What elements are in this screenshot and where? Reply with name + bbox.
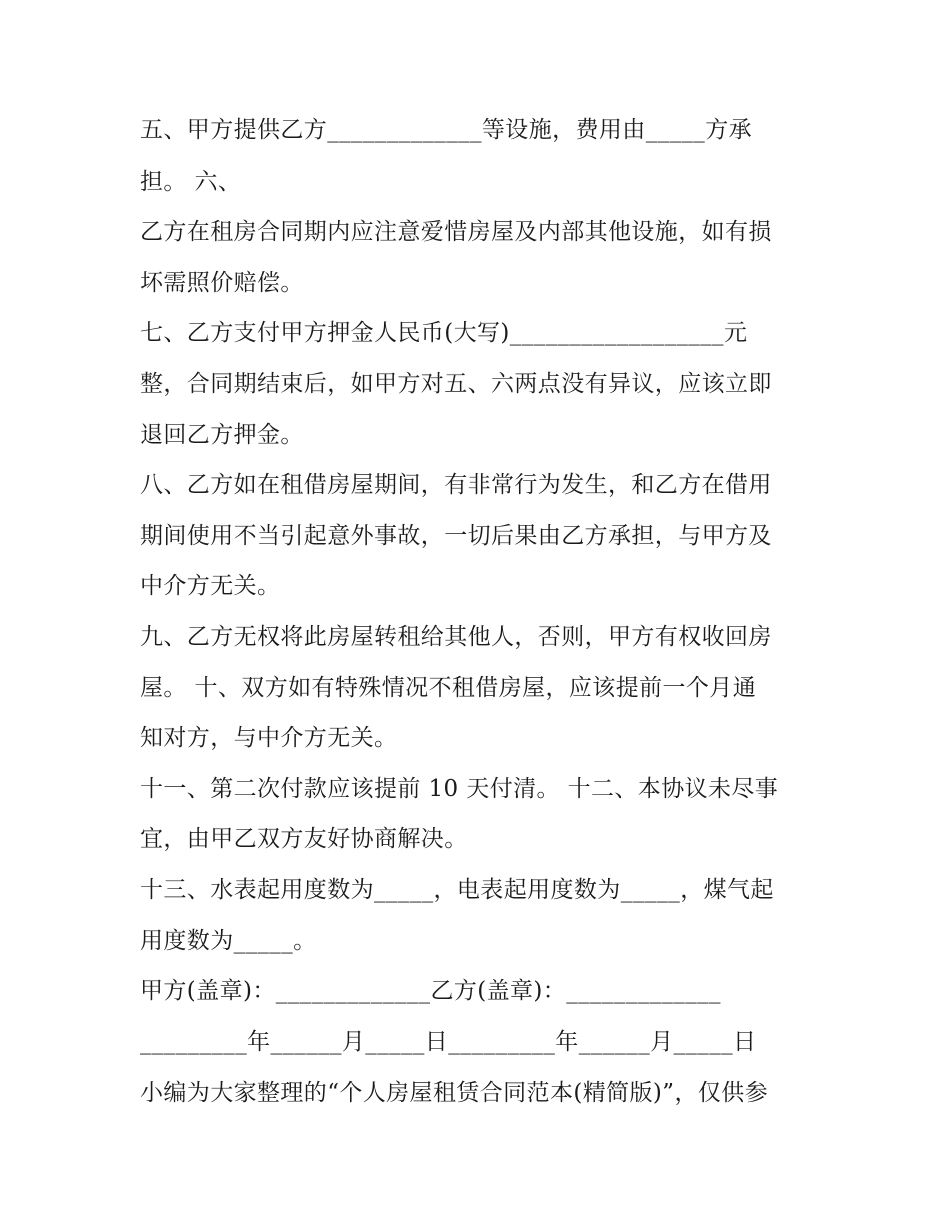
text-line: 小编为大家整理的“个人房屋租赁合同范本(精简版)”，仅供参 xyxy=(140,1080,769,1106)
text-line: 乙方在租房合同期内应注意爱惜房屋及内部其他设施，如有损 xyxy=(140,219,772,245)
text-line: 退回乙方押金。 xyxy=(140,422,304,448)
text-line: 屋。 十、双方如有特殊情况不租借房屋，应该提前一个月通 xyxy=(140,675,757,701)
text-line: 八、乙方如在租借房屋期间，有非常行为发生，和乙方在借用 xyxy=(140,472,772,498)
text-line: 九、乙方无权将此房屋转租给其他人，否则，甲方有权收回房 xyxy=(140,624,772,650)
text-line: 宜，由甲乙双方友好协商解决。 xyxy=(140,826,468,852)
text-line: 担。 六、 xyxy=(140,169,242,195)
text-line: 用度数为_____。 xyxy=(140,928,317,954)
text-line: 五、甲方提供乙方_____________等设施，费用由_____方承 xyxy=(140,117,752,143)
text-line: 整，合同期结束后，如甲方对五、六两点没有异议，应该立即 xyxy=(140,371,772,397)
text-line: 七、乙方支付甲方押金人民币(大写)__________________元 xyxy=(140,320,748,346)
text-line: 十一、第二次付款应该提前 10 天付清。 十二、本协议未尽事 xyxy=(140,776,779,802)
text-line: 十三、水表起用度数为_____，电表起用度数为_____，煤气起 xyxy=(140,877,774,903)
text-line: 知对方，与中介方无关。 xyxy=(140,725,398,751)
text-line: 期间使用不当引起意外事故，一切后果由乙方承担，与甲方及 xyxy=(140,523,772,549)
date-line: _________年______月_____日_________年______月_____日 xyxy=(140,1029,757,1055)
text-line: 中介方无关。 xyxy=(140,573,281,599)
signature-line: 甲方(盖章)：_____________乙方(盖章)：_____________ xyxy=(140,978,721,1004)
text-line: 坏需照价赔偿。 xyxy=(140,270,304,296)
